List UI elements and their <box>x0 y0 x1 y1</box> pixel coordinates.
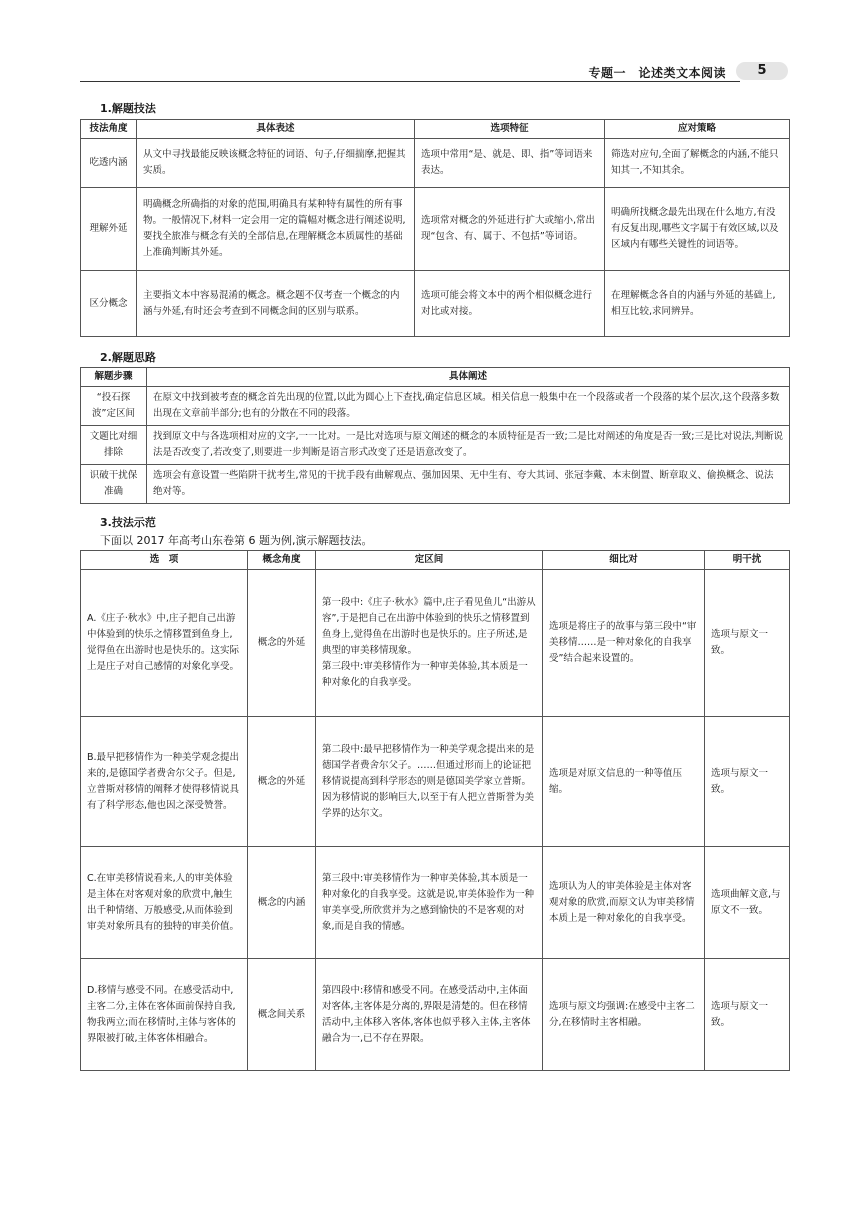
demo-table <box>80 550 790 1071</box>
technique-angle: 理解外延 <box>81 188 137 271</box>
strategy: 明确所找概念最先出现在什么地方,有没有反复出现,哪些文字属于有效区域,以及区域内有哪些关键性的词语等。 <box>605 188 790 271</box>
option-feature: 选项中常用“是、就是、即、指”等词语来表达。 <box>415 139 605 188</box>
option-text: D.移情与感受不同。在感受活动中,主客二分,主体在客体面前保持自我,物我两立;而在移情时,主体与客体的界限被打破,主体客体相融合。 <box>81 959 248 1071</box>
table-row <box>81 188 790 271</box>
column-header: 具体阐述 <box>147 368 790 387</box>
locate-range: 第一段中:《庄子·秋水》篇中,庄子看见鱼儿“出游从容”,于是把自己在出游中体验到的快乐之情移置到鱼身上,觉得鱼在出游时也是快乐的。庄子所述,是典型的审美移情现象。 第三段中:审美移情作为一种审美体验,其本质是一种对象化的自我享受。 <box>316 570 543 717</box>
table-header-row <box>81 551 790 570</box>
column-header: 解题步骤 <box>81 368 147 387</box>
table-row <box>81 847 790 959</box>
interference-verdict: 选项与原文一致。 <box>705 959 790 1071</box>
technique-description: 明确概念所确指的对象的范围,明确具有某种特有属性的所有事物。一般情况下,材料一定会用一定的篇幅对概念进行阐述说明,要找全旅准与概念有关的全部信息,在理解概念本质属性的基础上准确判断其外延。 <box>137 188 415 271</box>
table-row <box>81 387 790 426</box>
concept-angle: 概念的外延 <box>248 570 316 717</box>
option-text: A.《庄子·秋水》中,庄子把自己出游中体验到的快乐之情移置到鱼身上,觉得鱼在出游时也是快乐的。这实际上是庄子对自己感情的对象化享受。 <box>81 570 248 717</box>
step-name: 文题比对细排除 <box>81 426 147 465</box>
compare-detail: 选项与原文均强调:在感受中主客二分,在移情时主客相融。 <box>543 959 705 1071</box>
thinking-steps-table <box>80 367 790 504</box>
compare-detail: 选项是将庄子的故事与第三段中“审美移情……是一种对象化的自我享受”结合起来设置的。 <box>543 570 705 717</box>
column-header: 概念角度 <box>248 551 316 570</box>
interference-verdict: 选项与原文一致。 <box>705 717 790 847</box>
page-number: 5 <box>736 62 788 80</box>
strategy: 筛选对应句,全面了解概念的内涵,不能只知其一,不知其余。 <box>605 139 790 188</box>
table-row <box>81 426 790 465</box>
compare-detail: 选项认为人的审美体验是主体对客观对象的欣赏,而原文认为审美移情本质上是一种对象化的自我享受。 <box>543 847 705 959</box>
column-header: 具体表述 <box>137 120 415 139</box>
header-rule <box>80 81 740 82</box>
page-header <box>80 62 788 84</box>
compare-detail: 选项是对原文信息的一种等值压缩。 <box>543 717 705 847</box>
interference-verdict: 选项与原文一致。 <box>705 570 790 717</box>
column-header: 明干扰 <box>705 551 790 570</box>
table-header-row <box>81 368 790 387</box>
option-feature: 选项可能会将文本中的两个相似概念进行对比或对接。 <box>415 271 605 337</box>
table-row <box>81 717 790 847</box>
techniques-table <box>80 119 790 337</box>
table-row <box>81 465 790 504</box>
column-header: 应对策略 <box>605 120 790 139</box>
option-text: B.最早把移情作为一种美学观念提出来的,是德国学者费舍尔父子。但是,立普斯对移情的阐释才使得移情说具有了科学形态,他也因之深受赞誉。 <box>81 717 248 847</box>
strategy: 在理解概念各自的内涵与外延的基础上,相互比较,求同辨异。 <box>605 271 790 337</box>
step-description: 在原文中找到被考查的概念首先出现的位置,以此为圆心上下查找,确定信息区域。相关信息一般集中在一个段落或者一个段落的某个层次,这个段落多数出现在文章前半部分;也有的分散在不同的段落。 <box>147 387 790 426</box>
locate-range: 第二段中:最早把移情作为一种美学观念提出来的是德国学者费舍尔父子。……但通过形而上的论证把移情说提高到科学形态的则是德国美学家立普斯。因为移情说的影响巨大,以至于有人把立普斯誉为美学界的达尔文。 <box>316 717 543 847</box>
step-name: 识破干扰保准确 <box>81 465 147 504</box>
concept-angle: 概念的内涵 <box>248 847 316 959</box>
column-header: 选 项 <box>81 551 248 570</box>
concept-angle: 概念间关系 <box>248 959 316 1071</box>
table-row <box>81 139 790 188</box>
step-description: 选项会有意设置一些陷阱干扰考生,常见的干扰手段有曲解观点、强加因果、无中生有、夸大其词、张冠李戴、本末倒置、断章取义、偷换概念、说法绝对等。 <box>147 465 790 504</box>
table-row <box>81 570 790 717</box>
technique-description: 从文中寻找最能反映该概念特征的词语、句子,仔细揣摩,把握其实质。 <box>137 139 415 188</box>
table-header-row <box>81 120 790 139</box>
technique-angle: 区分概念 <box>81 271 137 337</box>
interference-verdict: 选项曲解文意,与原文不一致。 <box>705 847 790 959</box>
chapter-title: 专题一 论述类文本阅读 <box>588 66 726 80</box>
technique-angle: 吃透内涵 <box>81 139 137 188</box>
section2-title: 2.解题思路 <box>100 351 156 364</box>
section3-intro: 下面以 2017 年高考山东卷第 6 题为例,演示解题技法。 <box>100 534 373 547</box>
step-name: “投石探波”定区间 <box>81 387 147 426</box>
column-header: 细比对 <box>543 551 705 570</box>
section1-title: 1.解题技法 <box>100 102 156 115</box>
table-row <box>81 959 790 1071</box>
step-description: 找到原文中与各选项相对应的文字,一一比对。一是比对选项与原文阐述的概念的本质特征是否一致;二是比对阐述的角度是否一致;三是比对说法,判断说法是否改变了,若改变了,则要进一步判断是语言形式改变了还是语意改变了。 <box>147 426 790 465</box>
section3-title: 3.技法示范 <box>100 516 156 529</box>
concept-angle: 概念的外延 <box>248 717 316 847</box>
locate-range: 第四段中:移情和感受不同。在感受活动中,主体面对客体,主客体是分离的,界限是清楚的。但在移情活动中,主体移入客体,客体也似乎移入主体,主客体融合为一,已不存在界限。 <box>316 959 543 1071</box>
locate-range: 第三段中:审美移情作为一种审美体验,其本质是一种对象化的自我享受。这就是说,审美体验作为一种审美享受,所欣赏并为之感到愉快的不是客观的对象,而是自我的情感。 <box>316 847 543 959</box>
table-row <box>81 271 790 337</box>
column-header: 技法角度 <box>81 120 137 139</box>
column-header: 选项特征 <box>415 120 605 139</box>
technique-description: 主要指文本中容易混淆的概念。概念题不仅考查一个概念的内涵与外延,有时还会考查到不同概念间的区别与联系。 <box>137 271 415 337</box>
option-text: C.在审美移情说看来,人的审美体验是主体在对客观对象的欣赏中,触生出千种情绪、万般感受,从而体验到审美对象所具有的独特的审美价值。 <box>81 847 248 959</box>
column-header: 定区间 <box>316 551 543 570</box>
option-feature: 选项常对概念的外延进行扩大或缩小,常出现“包含、有、属于、不包括”等词语。 <box>415 188 605 271</box>
